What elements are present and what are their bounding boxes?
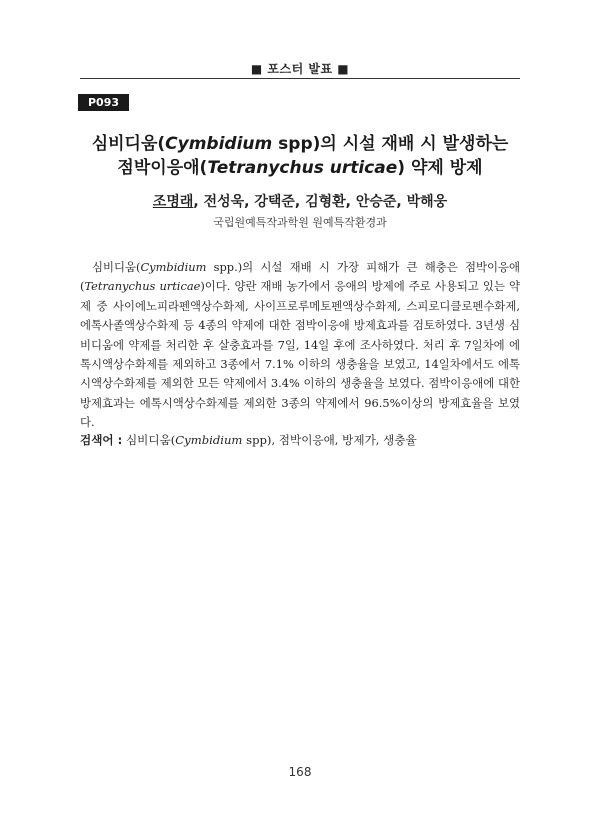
title-species: Tetranychus urticae	[207, 158, 398, 178]
affiliation: 국립원예특작과학원 원예특작환경과	[213, 216, 387, 229]
title-text: 점박이응애(	[117, 158, 208, 178]
co-authors: , 전성욱, 강택준, 김형환, 안승준, 박해웅	[193, 194, 448, 210]
first-author: 조명래	[152, 194, 194, 210]
section-header: ■ 포스터 발표 ■	[250, 62, 350, 76]
abstract-text: spp.)의 시설 재배 시 가장 피해가 큰 해충은 점박이응애(	[80, 260, 520, 294]
page-number: 168	[288, 765, 312, 779]
abstract-paragraph	[80, 258, 520, 433]
keywords-text: 심비디움(	[122, 433, 176, 447]
poster-id-badge: P093	[78, 94, 129, 111]
keywords-species: Cymbidium	[175, 433, 243, 447]
title-text: spp)의 시설 재배 시 발생하는	[272, 134, 509, 154]
title-line-1	[80, 132, 520, 156]
abstract-text: 심비디움(	[92, 260, 141, 274]
paper-title	[80, 132, 520, 180]
abstract-text: )이다. 양란 재배 농가에서 응애의 방제에 주로 사용되고 있는 약제 중 사이에노피라펜액상수화제, 사이프로루메토펜액상수화제, 스피로디클로펜수화제, 에톡사졸액상수화제 등 4종의 약제에 대한 점박이응애 방제효과를 검토하였다. 3년생 심비디움에 약제를 처리한 후 살충효과를 7일, 14일 후에 조사하였다. 처리 후 7일차에 에톡시액상수화제를 제외하고 3종에서 7.1% 이하의 생충율을 보였고, 14일차에서도 에톡시액상수화제를 제외한 모든 약제에서 3.4% 이하의 생충율을 보였다. 점박이응애에 대한 방제효과는 에톡시액상수화제를 제외한 3종의 약제에서 96.5%이상의 방제효율을 보였다.	[80, 279, 520, 430]
title-species: Cymbidium	[165, 134, 273, 154]
header-divider	[80, 78, 520, 79]
abstract-species: Cymbidium	[140, 260, 207, 274]
title-line-2	[80, 156, 520, 180]
keywords-label: 검색어 :	[80, 433, 123, 447]
abstract	[80, 258, 520, 433]
abstract-species: Tetranychus urticae	[84, 279, 201, 294]
keywords-text: spp), 점박이응애, 방제가, 생충율	[242, 433, 417, 447]
title-text: ) 약제 방제	[397, 158, 483, 178]
title-text: 심비디움(	[91, 134, 166, 154]
keywords	[80, 432, 520, 448]
author-list	[80, 191, 520, 211]
